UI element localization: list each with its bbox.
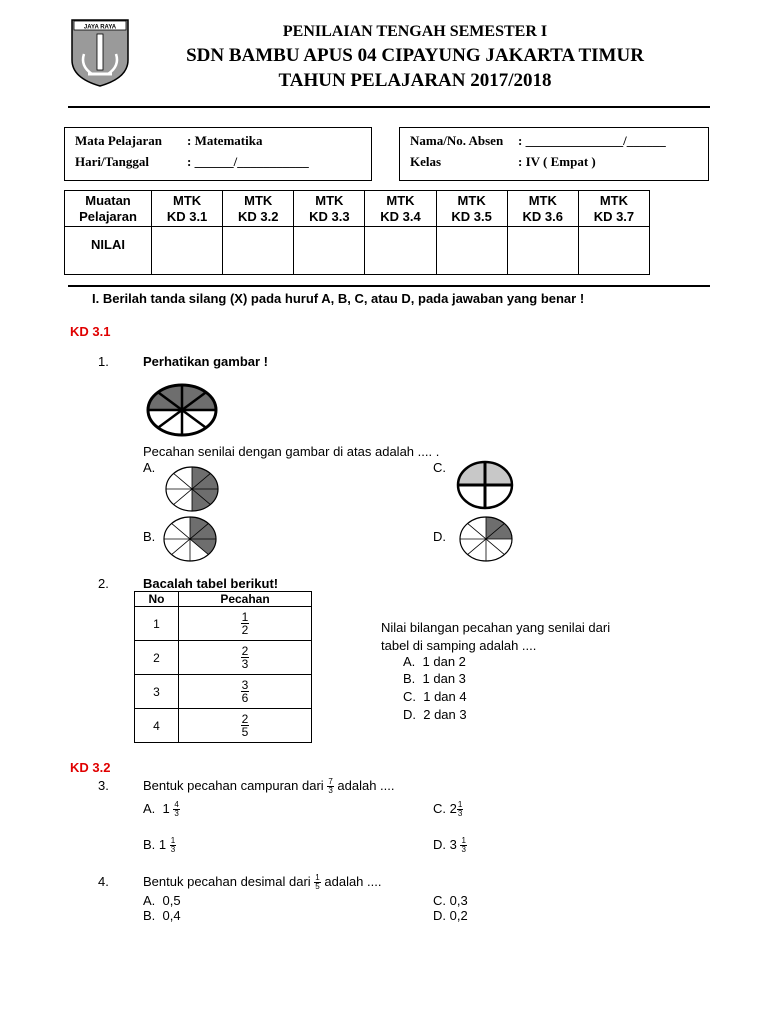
q2-row-fraction: $\frac{2}{5}$ — [179, 709, 312, 743]
score-col-header: MTK KD 3.5 — [436, 191, 507, 227]
q1-option-b-figure — [162, 515, 218, 568]
q3-number: 3. — [98, 778, 109, 793]
q1-figure — [146, 382, 218, 443]
q2-row-no: 3 — [135, 675, 179, 709]
q4-option-b[interactable]: B. 0,4 — [143, 908, 181, 923]
kd-3-2-heading: KD 3.2 — [70, 760, 111, 775]
q3-option-b[interactable]: B. 1 $\frac{1}{3}$ — [143, 836, 176, 855]
school-logo — [70, 18, 130, 88]
q4-number: 4. — [98, 874, 109, 889]
q1-option-b-letter[interactable]: B. — [143, 529, 156, 544]
instruction-text: I. Berilah tanda silang (X) pada huruf A, B, C, atau D, pada jawaban yang benar ! — [92, 291, 585, 306]
q4-option-d[interactable]: D. 0,2 — [433, 908, 468, 923]
header-divider — [68, 106, 710, 108]
subject-value: : Matematika — [187, 133, 263, 148]
score-col-header: MTK KD 3.4 — [365, 191, 436, 227]
score-col-header: MTK KD 3.3 — [294, 191, 365, 227]
score-col-header: MTK KD 3.7 — [578, 191, 649, 227]
score-col-header: MTK KD 3.1 — [152, 191, 223, 227]
q1-option-a-figure — [164, 465, 220, 518]
logo-text: JAYA RAYA — [83, 24, 117, 31]
q2-prompt: Bacalah tabel berikut! — [143, 576, 279, 591]
name-value[interactable]: : _______________/______ — [518, 133, 666, 148]
q1-option-a-letter[interactable]: A. — [143, 460, 156, 475]
q1-option-d-figure — [458, 515, 514, 568]
q1-prompt: Perhatikan gambar ! — [143, 354, 268, 369]
header-line-1: PENILAIAN TENGAH SEMESTER I — [282, 23, 548, 40]
class-value: : IV ( Empat ) — [518, 154, 596, 169]
q3-option-d[interactable]: D. 3 $\frac{1}{3}$ — [433, 836, 466, 855]
score-cell[interactable] — [294, 227, 365, 275]
q2-col-no: No — [135, 592, 179, 607]
date-value[interactable]: : ______/___________ — [187, 154, 309, 169]
q1-number: 1. — [98, 354, 109, 369]
score-table — [64, 190, 650, 275]
table-row — [135, 675, 312, 709]
q1-text: Pecahan senilai dengan gambar di atas adalah .... . — [143, 444, 440, 459]
q2-fraction-table — [134, 591, 312, 743]
table-row — [135, 641, 312, 675]
score-cell[interactable] — [436, 227, 507, 275]
q2-text-line-1: Nilai bilangan pecahan yang senilai dari — [381, 620, 611, 635]
q4-text: Bentuk pecahan desimal dari $\frac{1}{5}$ adalah .... — [143, 873, 382, 892]
score-cell[interactable] — [152, 227, 223, 275]
q2-option-b[interactable]: B. 1 dan 3 — [403, 671, 466, 686]
table-row — [135, 607, 312, 641]
head-line-1: Muatan — [85, 192, 131, 208]
q2-row-no: 4 — [135, 709, 179, 743]
q2-option-d[interactable]: D. 2 dan 3 — [403, 707, 467, 722]
q2-col-pecahan: Pecahan — [179, 592, 312, 607]
q2-row-fraction: $\frac{2}{3}$ — [179, 641, 312, 675]
q2-text-line-2: tabel di samping adalah .... — [381, 638, 537, 653]
score-col-header: MTK KD 3.6 — [507, 191, 578, 227]
section-divider — [68, 285, 710, 287]
q1-option-c-letter[interactable]: C. — [433, 460, 446, 475]
class-label: Kelas — [410, 154, 442, 169]
q2-option-a[interactable]: A. 1 dan 2 — [403, 654, 466, 669]
score-cell[interactable] — [578, 227, 649, 275]
q4-option-c[interactable]: C. 0,3 — [433, 893, 468, 908]
q2-option-c[interactable]: C. 1 dan 4 — [403, 689, 467, 704]
score-cell[interactable] — [507, 227, 578, 275]
q2-row-no: 2 — [135, 641, 179, 675]
nilai-label: NILAI — [65, 227, 152, 275]
q2-row-no: 1 — [135, 607, 179, 641]
subject-info-box — [64, 127, 372, 181]
q3-option-c[interactable]: C. 2 $\frac{1}{3}$ — [433, 800, 463, 819]
head-line-2: Pelajaran — [79, 208, 137, 224]
q2-row-fraction: $\frac{1}{2}$ — [179, 607, 312, 641]
student-info-box — [399, 127, 709, 181]
q2-number: 2. — [98, 576, 109, 591]
q1-option-c-figure — [456, 460, 514, 515]
score-col-header: MTK KD 3.2 — [223, 191, 294, 227]
table-row — [135, 709, 312, 743]
kd-3-1-heading: KD 3.1 — [70, 324, 111, 339]
header-line-2: SDN BAMBU APUS 04 CIPAYUNG JAKARTA TIMUR — [186, 45, 644, 66]
q4-option-a[interactable]: A. 0,5 — [143, 893, 181, 908]
q3-text: Bentuk pecahan campuran dari $\frac{7}{3}$ adalah .... — [143, 777, 395, 796]
score-cell[interactable] — [223, 227, 294, 275]
name-label: Nama/No. Absen — [410, 133, 504, 148]
score-table-head — [65, 191, 152, 227]
header-line-3: TAHUN PELAJARAN 2017/2018 — [278, 70, 552, 91]
q3-option-a[interactable]: A. 1 $\frac{4}{3}$ — [143, 800, 179, 819]
date-label: Hari/Tanggal — [75, 154, 149, 169]
q2-row-fraction: $\frac{3}{6}$ — [179, 675, 312, 709]
score-cell[interactable] — [365, 227, 436, 275]
q1-option-d-letter[interactable]: D. — [433, 529, 446, 544]
subject-label: Mata Pelajaran — [75, 133, 163, 148]
